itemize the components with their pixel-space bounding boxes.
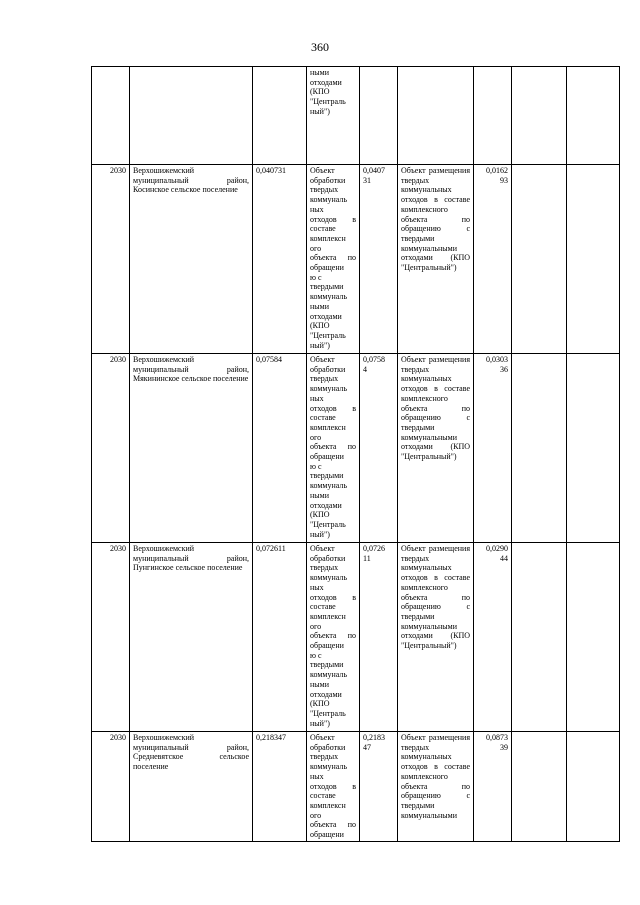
facility1-line: ных — [310, 393, 324, 403]
facility1-line: ю с — [310, 461, 322, 471]
facility1-line: обращени — [310, 452, 344, 462]
value1-cell — [253, 67, 307, 165]
facility1-line: комплексн — [310, 611, 346, 621]
facility1-cell — [307, 732, 360, 842]
facility1-line: коммуналь — [310, 195, 347, 205]
facility1-line: (КПО — [310, 321, 330, 331]
facility1-line: объекта по — [310, 631, 356, 641]
municipality-cell: Верхошижемский муниципальный район, Пунгинское сельское поселение — [130, 543, 253, 732]
year-cell: 2030 — [92, 543, 130, 732]
facility1-line: обработки — [310, 553, 346, 563]
value2-line: 4 — [363, 364, 367, 374]
value3-line: 39 — [500, 742, 508, 752]
empty-cell — [512, 165, 567, 354]
facility1-line: твердых — [310, 374, 339, 384]
facility1-line: отходами — [310, 311, 342, 321]
facility1-line: обработки — [310, 742, 346, 752]
facility1-line: ными — [310, 301, 329, 311]
empty-cell — [567, 67, 620, 165]
facility2-cell: Объект размещения твердых коммунальных отходов в составе комплексного объекта по обращению с твердыми коммунальными — [398, 732, 474, 842]
facility1-line: ный") — [310, 718, 330, 728]
value2-line: 0,0758 — [363, 355, 385, 364]
municipality-cell: Верхошижемский муниципальный район, Средневятское сельское поселение — [130, 732, 253, 842]
municipality-cell: Верхошижемский муниципальный район, Косинское сельское поселение — [130, 165, 253, 354]
value1-cell: 0,07584 — [253, 354, 307, 543]
empty-cell — [512, 67, 567, 165]
facility1-line: составе — [310, 224, 336, 234]
facility1-line: "Централь — [310, 330, 346, 340]
facility1-line: ными — [310, 490, 329, 500]
facility1-line: коммуналь — [310, 670, 347, 680]
facility1-line: "Централь — [310, 519, 346, 529]
empty-cell — [567, 543, 620, 732]
facility1-line: твердых — [310, 563, 339, 573]
table-row — [92, 67, 620, 165]
facility1-line: комплексн — [310, 422, 346, 432]
facility1-line: ю с — [310, 272, 322, 282]
facility1-line: коммуналь — [310, 292, 347, 302]
facility1-cell — [307, 354, 360, 543]
value1-cell: 0,040731 — [253, 165, 307, 354]
facility1-line: составе — [310, 791, 336, 801]
facility1-line: ого — [310, 432, 322, 442]
facility1-line: отходов в — [310, 781, 356, 791]
facility1-line: ный") — [310, 340, 330, 350]
empty-cell — [567, 165, 620, 354]
value3-line: 93 — [500, 175, 508, 185]
facility1-line: отходами — [310, 500, 342, 510]
value1-cell: 0,218347 — [253, 732, 307, 842]
value3-cell — [474, 354, 512, 543]
facility1-line: отходов в — [310, 403, 356, 413]
facility1-line: Объект — [310, 544, 335, 553]
facility1-line: Объект — [310, 166, 335, 175]
facility1-cell — [307, 543, 360, 732]
empty-cell — [512, 543, 567, 732]
facility1-line: обработки — [310, 175, 346, 185]
empty-cell — [512, 354, 567, 543]
value2-cell — [360, 67, 398, 165]
facility1-line: ными — [310, 679, 329, 689]
facility1-line: ю с — [310, 650, 322, 660]
facility1-line: отходов в — [310, 214, 356, 224]
facility1-line: отходов в — [310, 592, 356, 602]
empty-cell — [512, 732, 567, 842]
facility1-line: составе — [310, 602, 336, 612]
facility1-line: ных — [310, 771, 324, 781]
facility2-cell: Объект размещения твердых коммунальных отходов в составе комплексного объекта по обращению с твердыми коммунальными отходами (КПО "Центральный") — [398, 354, 474, 543]
facility1-line: ный") — [310, 106, 330, 116]
facility1-line: комплексн — [310, 800, 346, 810]
facility1-line: обращени — [310, 263, 344, 273]
facility1-line: "Централь — [310, 708, 346, 718]
facility1-line: отходами — [310, 77, 342, 87]
municipality-cell — [130, 67, 253, 165]
facility1-line: ого — [310, 243, 322, 253]
year-cell: 2030 — [92, 165, 130, 354]
facility1-line: обработки — [310, 364, 346, 374]
value2-line: 11 — [363, 553, 371, 563]
facility1-line: твердых — [310, 185, 339, 195]
value3-cell — [474, 67, 512, 165]
facility1-line: твердых — [310, 752, 339, 762]
year-cell — [92, 67, 130, 165]
facility1-line: ого — [310, 810, 322, 820]
value3-cell — [474, 165, 512, 354]
table-body — [92, 67, 620, 842]
value3-cell — [474, 732, 512, 842]
empty-cell — [567, 732, 620, 842]
municipality-cell: Верхошижемский муниципальный район, Мякининское сельское поселение — [130, 354, 253, 543]
facility2-cell: Объект размещения твердых коммунальных отходов в составе комплексного объекта по обращению с твердыми коммунальными отходами (КПО "Центральный") — [398, 543, 474, 732]
value3-line: 0,0290 — [486, 544, 508, 553]
value3-line: 0,0303 — [486, 355, 508, 364]
facility1-line: ных — [310, 204, 324, 214]
table-row — [92, 354, 620, 543]
facility2-cell: Объект размещения твердых коммунальных отходов в составе комплексного объекта по обращению с твердыми коммунальными отходами (КПО "Центральный") — [398, 165, 474, 354]
empty-cell — [567, 354, 620, 543]
page-number: 360 — [311, 40, 329, 54]
facility1-line: (КПО — [310, 510, 330, 520]
facility1-line: твердыми — [310, 282, 344, 292]
facility2-cell — [398, 67, 474, 165]
facility1-line: твердыми — [310, 471, 344, 481]
facility1-cell — [307, 165, 360, 354]
facility1-line: комплексн — [310, 233, 346, 243]
value2-line: 31 — [363, 175, 371, 185]
facility1-line: Объект — [310, 355, 335, 364]
value2-cell — [360, 354, 398, 543]
facility1-line: твердыми — [310, 660, 344, 670]
year-cell: 2030 — [92, 354, 130, 543]
facility1-line: ный") — [310, 529, 330, 539]
value2-line: 0,2183 — [363, 733, 385, 742]
facility1-line: Объект — [310, 733, 335, 742]
facility1-cell — [307, 67, 360, 165]
value2-line: 0,0726 — [363, 544, 385, 553]
value2-cell — [360, 732, 398, 842]
value2-line: 47 — [363, 742, 371, 752]
data-table — [91, 66, 620, 842]
facility1-line: "Централь — [310, 97, 346, 107]
facility1-line: объекта по — [310, 253, 356, 263]
value2-cell — [360, 543, 398, 732]
value3-line: 0,0873 — [486, 733, 508, 742]
facility1-line: ого — [310, 621, 322, 631]
value3-line: 0,0162 — [486, 166, 508, 175]
year-cell: 2030 — [92, 732, 130, 842]
facility1-line: коммуналь — [310, 762, 347, 772]
value3-line: 44 — [500, 553, 508, 563]
table-row — [92, 165, 620, 354]
facility1-line: объекта по — [310, 820, 356, 830]
value2-line: 0,0407 — [363, 166, 385, 175]
value3-cell — [474, 543, 512, 732]
value3-line: 36 — [500, 364, 508, 374]
value2-cell — [360, 165, 398, 354]
value1-cell: 0,072611 — [253, 543, 307, 732]
facility1-line: ными — [310, 68, 329, 77]
facility1-line: коммуналь — [310, 384, 347, 394]
facility1-line: отходами — [310, 689, 342, 699]
facility1-line: объекта по — [310, 442, 356, 452]
facility1-line: коммуналь — [310, 481, 347, 491]
table-row — [92, 732, 620, 842]
facility1-line: коммуналь — [310, 573, 347, 583]
facility1-line: ных — [310, 582, 324, 592]
facility1-line: (КПО — [310, 87, 330, 97]
facility1-line: обращени — [310, 641, 344, 651]
facility1-line: составе — [310, 413, 336, 423]
table-row — [92, 543, 620, 732]
facility1-line: (КПО — [310, 699, 330, 709]
facility1-line: обращени — [310, 830, 344, 840]
